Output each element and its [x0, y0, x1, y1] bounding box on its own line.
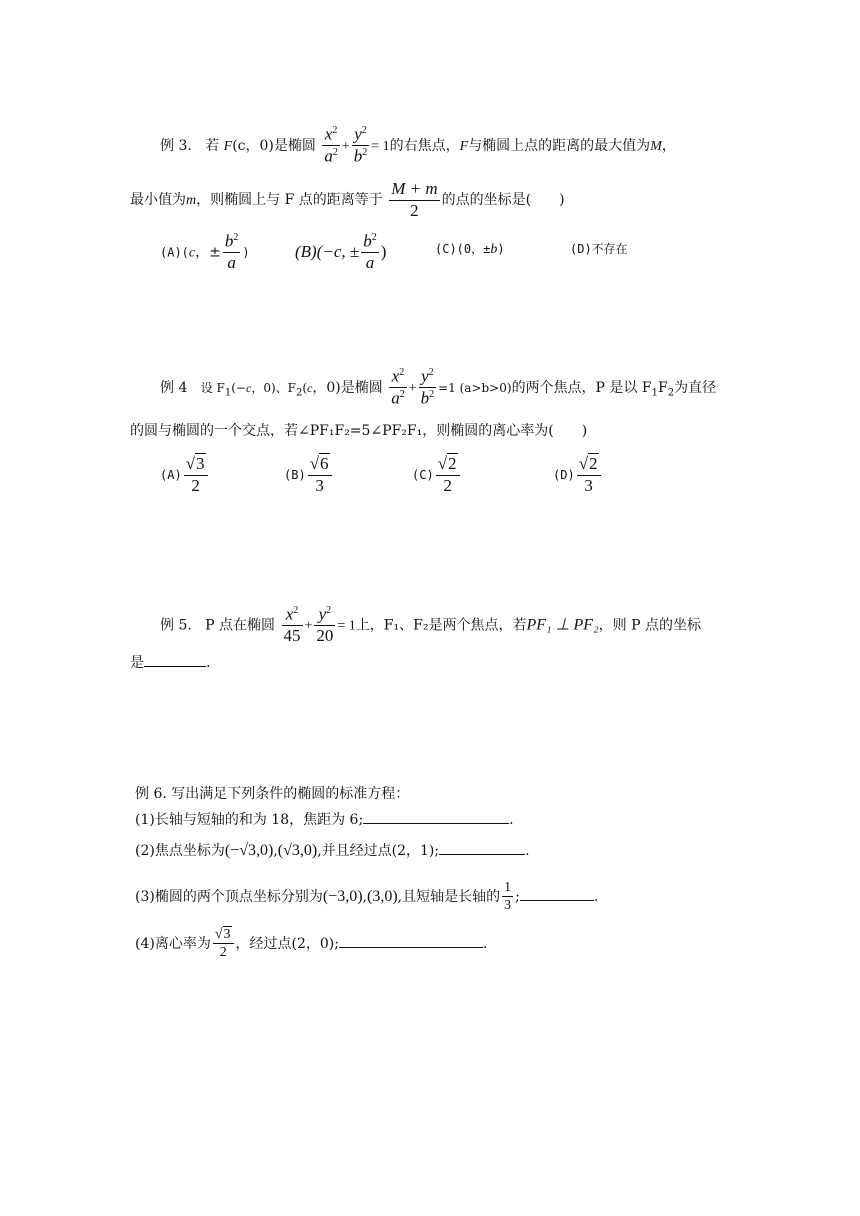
ex6-item-4: (4)离心率为 $\frac{√3}{2}$ ，经过点(2，0); .: [135, 927, 488, 961]
ex4-frac-y: $\frac{y^2}{b^2}$: [420, 366, 435, 408]
ex3-frac-mean: $\frac{M + m}{2}$: [391, 179, 438, 220]
ex4-line1: 例 4 设 $F_1(-c$，0)、$F_2(c$，0)是椭圆 $\frac{x^2}{a^2}$ + $\frac{y^2}{b^2}$ =1 (a>b>0)的两个焦点，P 是以 $F_1F_2$为直径: [160, 366, 717, 408]
ex5-label: 例 5.: [160, 617, 192, 634]
ex6-answer-blank-1[interactable]: [363, 811, 509, 824]
ex3-line2: 最小值为m，则椭圆上与 F 点的距离等于 $\frac{M + m}{2}$ 的点的坐标是( ): [130, 179, 565, 220]
ex4-option-c: (C) $\frac{√2}{2}$: [412, 455, 462, 495]
ex3-frac-y: $\frac{y^2}{b^2}$: [353, 124, 368, 166]
ex5-frac-x: $\frac{x^2}{45}$: [283, 604, 301, 646]
ex6-answer-blank-4[interactable]: [339, 935, 483, 948]
ex4-frac-x: $\frac{x^2}{a^2}$: [391, 366, 405, 408]
ex4-option-b: (B) $\frac{√6}{3}$: [284, 455, 334, 495]
ex3-line1: 例 3. 若 F(c，0)是椭圆 $\frac{x^2}{a^2}$ + $\frac{y^2}{b^2}$ = 1的右焦点，F与椭圆上点的距离的最大值为M，: [160, 124, 676, 166]
ex3-option-a: (A)(c，± $\frac{b^2}{a}$ ): [160, 231, 250, 273]
ex5-frac-y: $\frac{y^2}{20}$: [316, 604, 334, 646]
ex6-answer-blank-3[interactable]: [520, 888, 594, 901]
ex4-line2: 的圆与椭圆的一个交点，若∠PF₁F₂=5∠PF₂F₁，则椭圆的离心率为( ): [130, 423, 588, 439]
ex3-option-b: (B)(−c, ± $\frac{b^2}{a}$ ): [295, 231, 387, 273]
ex3-label: 例 3.: [160, 137, 192, 154]
ex6-item-2: (2)焦点坐标为(−√3,0),(√3,0),并且经过点(2，1); .: [135, 842, 530, 859]
ex5-answer-blank[interactable]: [144, 654, 206, 667]
ex3-frac-x: $\frac{x^2}{a^2}$: [324, 124, 338, 166]
ex6-answer-blank-2[interactable]: [439, 842, 525, 855]
ex6-title: 例 6. 写出满足下列条件的椭圆的标准方程：: [135, 786, 410, 802]
ex3-option-d: (D)不存在: [570, 242, 628, 256]
ex5-line2: 是 .: [130, 655, 211, 671]
ex4-label: 例 4: [160, 379, 188, 396]
ex4-option-d: (D) $\frac{√2}{3}$: [553, 455, 603, 495]
ex4-option-a: (A) $\frac{√3}{2}$: [160, 455, 210, 495]
ex3-option-c: (C)(0，±b): [435, 242, 505, 257]
ex6-item-1: (1)长轴与短轴的和为 18，焦距为 6; .: [135, 812, 514, 828]
ex5-line1: 例 5. P 点在椭圆 $\frac{x^2}{45}$ + $\frac{y^2}{20}$ = 1上，F₁、F₂是两个焦点，若PF₁ ⊥ PF₂，则 P 点的坐标: [160, 604, 701, 646]
ex4-options: [160, 455, 620, 505]
ex6-item-3: (3)椭圆的两个顶点坐标分别为(−3,0),(3,0),且短轴是长轴的 $\frac{1}{3}$ ; .: [135, 880, 599, 914]
ex3-options: [160, 232, 720, 272]
